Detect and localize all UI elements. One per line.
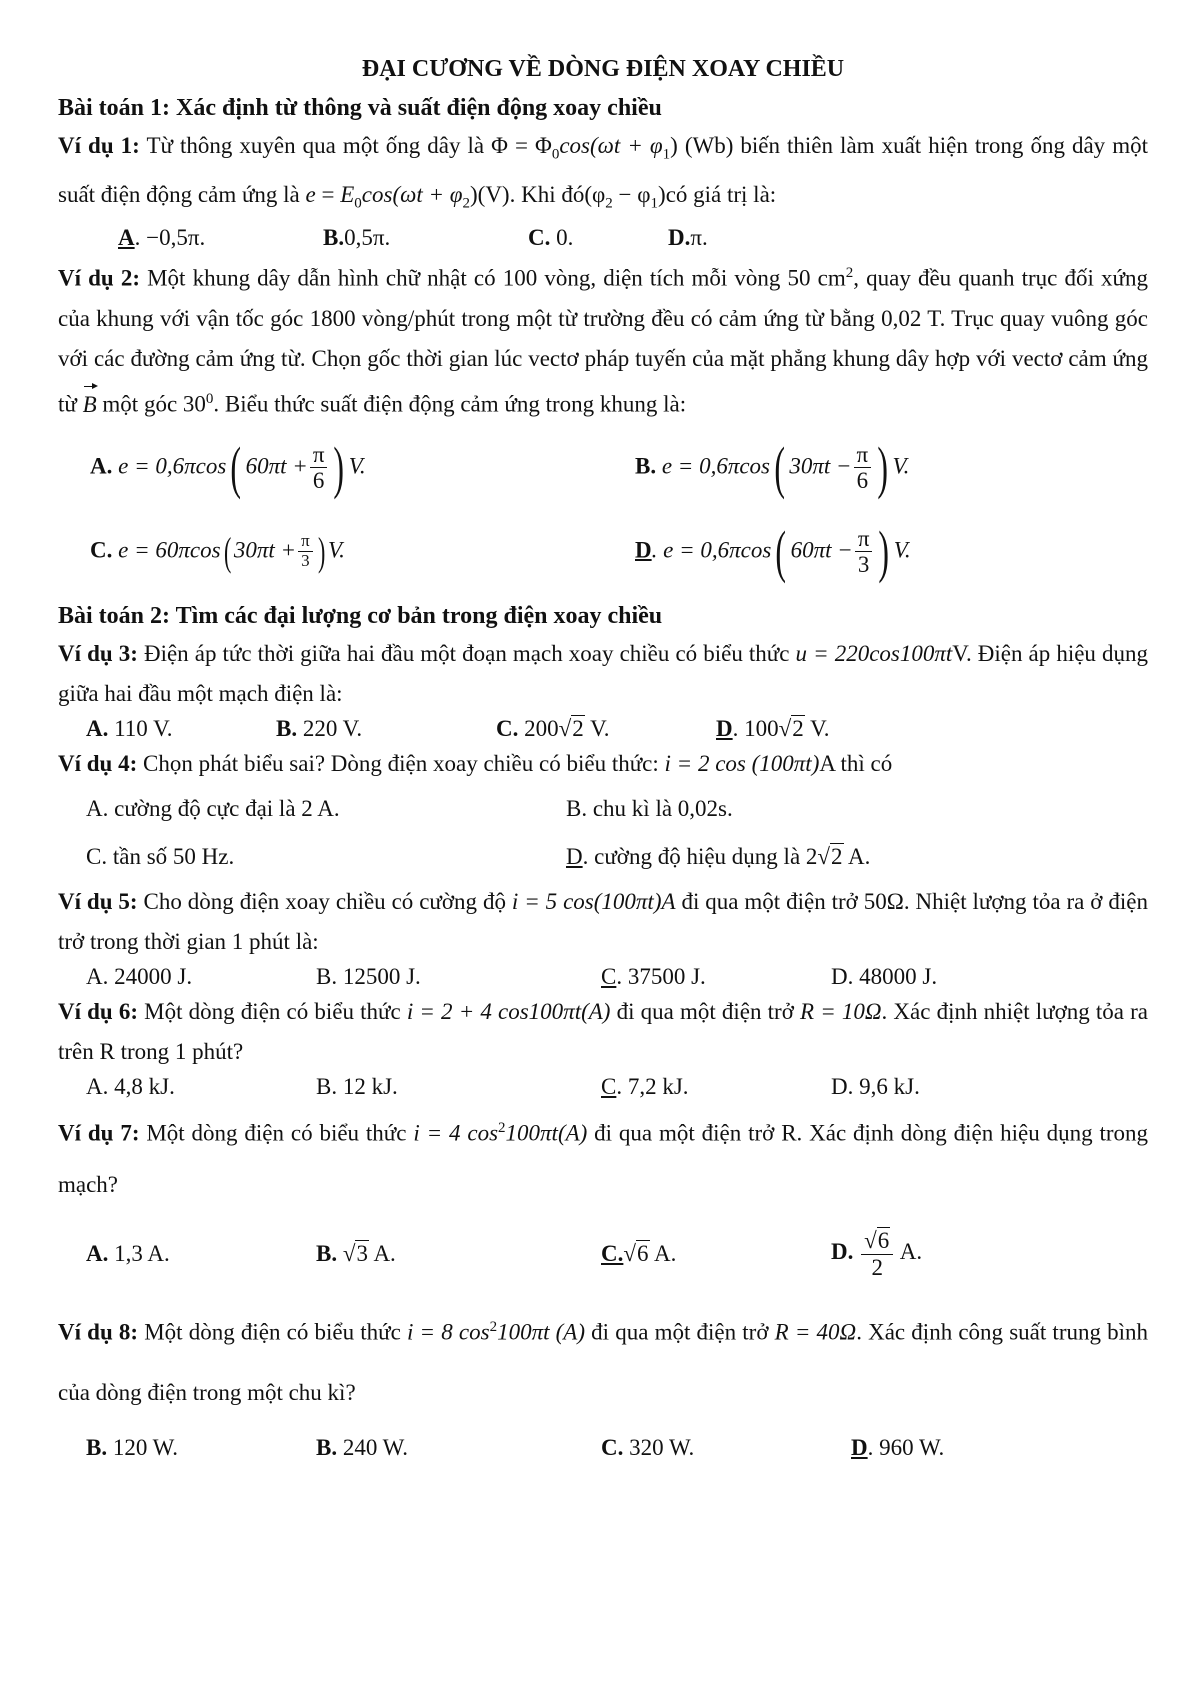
option-d: D. 100√2 V. (716, 715, 830, 741)
option-c: C. 7,2 kJ. (601, 1073, 689, 1099)
option-c: C. 37500 J. (601, 963, 706, 989)
option-b: B. chu kì là 0,02s. (566, 795, 733, 821)
example-4-options-row-1 (58, 786, 1148, 832)
option-b: B. 12 kJ. (316, 1073, 398, 1099)
option-a: A. e = 0,6πcos( 60πt + $\frac{\pi}{6}$ ) V. (90, 434, 366, 500)
option-b: B.0,5π. (323, 225, 391, 251)
option-d: D. 960 W. (851, 1434, 945, 1460)
option-c: C. 0. (528, 225, 574, 251)
page-title: ĐẠI CƯƠNG VỀ DÒNG ĐIỆN XOAY CHIỀU (361, 56, 845, 82)
example-3-options (58, 716, 1148, 742)
section-1-heading: Bài toán 1: Xác định từ thông và suất điện động xoay chiều (58, 95, 662, 121)
option-a: A. 24000 J. (86, 963, 193, 989)
example-1-label: Ví dụ 1: (58, 133, 140, 158)
option-d: D. cường độ hiệu dụng là 2√2 A. (566, 843, 871, 869)
option-d: D. $\frac{√6}{2}$ A. (831, 1228, 923, 1280)
example-7: Ví dụ 7: Một dòng điện có biểu thức i = 4 $\cos^2100\pi t(A)$ đi qua một điện trở R. Xác định dòng điện hiệu dụng trong mạch? (58, 1119, 1149, 1198)
example-2-options-row-2 (58, 511, 1148, 593)
example-8-options (58, 1425, 1148, 1471)
option-d: D. 48000 J. (831, 963, 938, 989)
option-b: B. √3 A. (316, 1241, 396, 1267)
option-c: C. tần số 50 Hz. (86, 843, 235, 869)
example-5-label: Ví dụ 5: (58, 888, 138, 914)
example-1-options (58, 225, 1148, 251)
option-a: A. 1,3 A. (86, 1241, 170, 1267)
option-d: D.π. (668, 225, 708, 251)
option-a: A. cường độ cực đại là 2 A. (86, 795, 340, 821)
example-2-label: Ví dụ 2: (58, 265, 140, 291)
option-c: C.√6 A. (601, 1241, 677, 1267)
document-page (58, 48, 1148, 1473)
example-7-options (58, 1213, 1148, 1295)
example-1: Ví dụ 1: Từ thông xuyên qua một ống dây là $\Phi = \Phi_0\cos(\omega t + \varphi_1)$ (Wb) biến thiên làm xuất hiện trong ống dây một suất điện động cảm ứng là $e = E_0\cos(\omega t + \varphi_2)(V)$. Khi $đó(\varphi_2$ − $\varphi_1)có$ giá trị là: (58, 133, 1149, 212)
example-4: Ví dụ 4: Chọn phát biểu sai? Dòng điện xoay chiều có biểu thức: i = 2 cos (100πt)A thì có (58, 750, 893, 776)
option-a: A. 110 V. (86, 715, 173, 741)
example-6-options (58, 1074, 1148, 1100)
example-3-label: Ví dụ 3: (58, 640, 138, 666)
option-c: C. 200√2 V. (496, 715, 610, 741)
example-7-label: Ví dụ 7: (58, 1120, 140, 1146)
example-5: Ví dụ 5: Cho dòng điện xoay chiều có cường độ i = 5 cos(100πt)A đi qua một điện trở 50Ω. Nhiệt lượng tỏa ra ở điện trở trong thời gian 1 phút là: (58, 888, 1148, 954)
example-8-label: Ví dụ 8: (58, 1319, 139, 1345)
example-2-options-row-1 (58, 427, 1148, 509)
option-d: D. 9,6 kJ. (831, 1073, 920, 1099)
example-6-label: Ví dụ 6: (58, 998, 139, 1024)
section-2-heading: Bài toán 2: Tìm các đại lượng cơ bản trong điện xoay chiều (58, 602, 663, 629)
option-d: D. e = 0,6πcos( 60πt − $\frac{\pi}{3}$ ) V. (635, 518, 911, 584)
example-6: Ví dụ 6: Một dòng điện có biểu thức i = 2 + 4 cos100πt(A) đi qua một điện trở R = 10Ω. Xác định nhiệt lượng tỏa ra trên R trong 1 phút? (58, 998, 1149, 1064)
example-5-options (58, 964, 1148, 990)
example-4-label: Ví dụ 4: (58, 750, 138, 776)
option-b: B. e = 0,6πcos( 30πt − $\frac{\pi}{6}$ ) V. (635, 434, 910, 500)
example-8: Ví dụ 8: Một dòng điện có biểu thức i = 8 $\cos^2100\pi t$ (A) đi qua một điện trở R = 40Ω. Xác định công suất trung bình của dòng điện trong một chu kì? (58, 1319, 1149, 1405)
option-c: C. e = 60πcos( 30πt + $\frac{\pi}{3}$ ) V. (90, 528, 345, 574)
vector-b-symbol: B (83, 385, 97, 425)
option-c: C. 320 W. (601, 1434, 695, 1460)
option-a: A. 4,8 kJ. (86, 1073, 175, 1099)
example-3: Ví dụ 3: Điện áp tức thời giữa hai đầu một đoạn mạch xoay chiều có biểu thức u = 220cos100πtV. Điện áp hiệu dụng giữa hai đầu một mạch điện là: (58, 640, 1148, 706)
option-b: B. 240 W. (316, 1434, 409, 1460)
example-4-options-row-2 (58, 834, 1148, 880)
option-a: B. 120 W. (86, 1434, 179, 1460)
option-a: A. −0,5π. (118, 225, 206, 251)
option-b: B. 220 V. (276, 715, 363, 741)
example-2: Ví dụ 2: Một khung dây dẫn hình chữ nhật có 100 vòng, diện tích mỗi vòng 50 $cm^2$, quay đều quanh trục đối xứng của khung với vận tốc góc 1800 vòng/phút trong một từ trường đều có cảm ứng từ bằng 0,02 T. Trục quay vuông góc với các đường cảm ứng từ. Chọn gốc thời gian lúc vectơ pháp tuyến của mặt phẳng khung dây hợp với vectơ cảm ứng từ B một góc $30^0$. Biểu thức suất điện động cảm ứng trong khung là: (58, 253, 1148, 424)
option-b: B. 12500 J. (316, 963, 421, 989)
